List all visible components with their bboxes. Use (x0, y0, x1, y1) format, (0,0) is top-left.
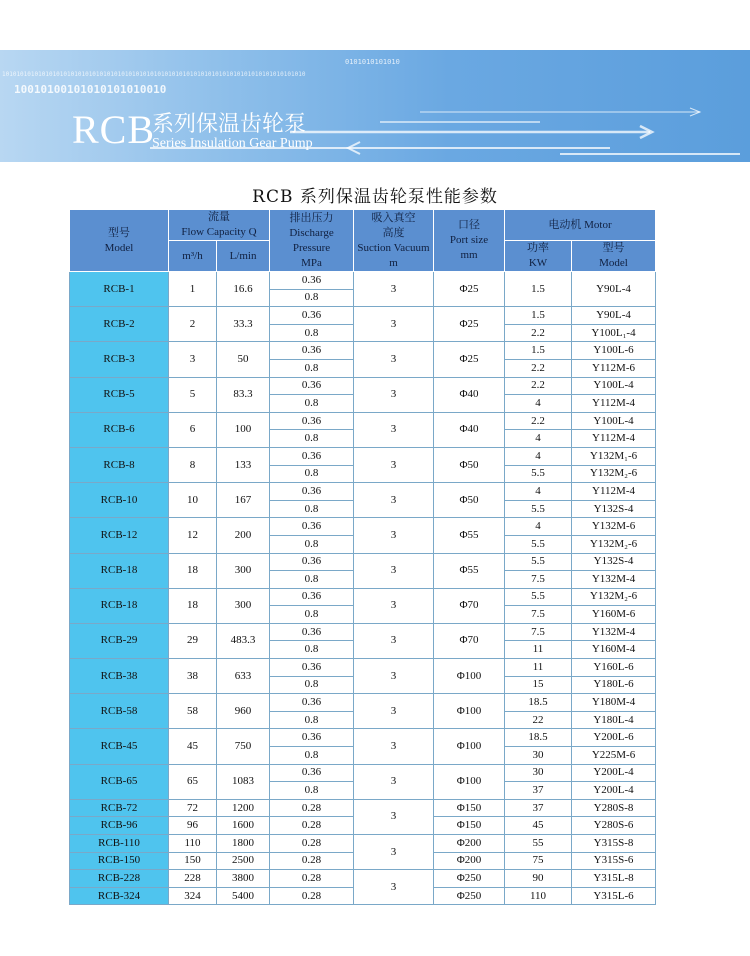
header-power-cn: 功率 (527, 242, 550, 254)
power-cell: 4 (505, 447, 572, 465)
motor-model-cell: Y180L-4 (572, 711, 656, 729)
pressure-cell: 0.8 (270, 571, 354, 589)
motor-model-cell: Y200L-6 (572, 729, 656, 747)
port-cell: Φ50 (434, 483, 505, 518)
model-cell: RCB-18 (70, 588, 169, 623)
header-port (434, 210, 505, 272)
header-vacuum (354, 210, 434, 272)
power-cell: 1.5 (505, 307, 572, 325)
flow-lmin-cell: 1800 (217, 835, 270, 853)
table-row (70, 447, 656, 465)
flow-lmin-cell: 1083 (217, 764, 270, 799)
pressure-cell: 0.36 (270, 447, 354, 465)
binary-strip: 101010101010101010101010101010101010101010101010101010101010101010101010101010101010 (2, 71, 306, 78)
motor-model-cell: Y225M-6 (572, 747, 656, 765)
port-cell: Φ25 (434, 307, 505, 342)
model-cell: RCB-29 (70, 623, 169, 658)
header-power-unit: KW (528, 257, 548, 269)
power-cell: 1.5 (505, 272, 572, 307)
power-cell: 30 (505, 764, 572, 782)
motor-model-cell: Y280S-6 (572, 817, 656, 835)
motor-model-cell: Y180M-4 (572, 694, 656, 712)
model-cell: RCB-72 (70, 799, 169, 817)
header-pressure-en1: Discharge (289, 226, 334, 239)
motor-model-cell: Y315L-6 (572, 887, 656, 905)
power-cell: 11 (505, 659, 572, 677)
pressure-cell: 0.8 (270, 395, 354, 413)
vacuum-cell: 3 (354, 694, 434, 729)
model-cell: RCB-10 (70, 483, 169, 518)
pressure-cell: 0.36 (270, 272, 354, 290)
header-banner (0, 50, 750, 162)
power-cell: 4 (505, 483, 572, 501)
brand-title-cn: 系列保温齿轮泵 (152, 112, 307, 137)
header-flow-lmin: L/min (217, 241, 270, 272)
motor-model-cell: Y90L-4 (572, 307, 656, 325)
table-row (70, 729, 656, 747)
port-cell: Φ25 (434, 272, 505, 307)
motor-model-cell: Y132S-4 (572, 553, 656, 571)
header-model-en: Model (104, 241, 134, 254)
port-cell: Φ70 (434, 623, 505, 658)
port-cell: Φ150 (434, 799, 505, 817)
motor-model-cell: Y315L-8 (572, 870, 656, 888)
power-cell: 18.5 (505, 729, 572, 747)
flow-m3h-cell: 324 (169, 887, 217, 905)
pressure-cell: 0.28 (270, 799, 354, 817)
brand-logo: RCB (72, 107, 156, 152)
motor-model-cell: Y132M₁-6 (572, 447, 656, 465)
power-cell: 4 (505, 395, 572, 413)
header-flow-m3h: m³/h (169, 241, 217, 272)
table-row (70, 588, 656, 606)
motor-model-cell: Y132M₂-6 (572, 535, 656, 553)
power-cell: 15 (505, 676, 572, 694)
flow-lmin-cell: 483.3 (217, 623, 270, 658)
pressure-cell: 0.28 (270, 835, 354, 853)
flow-m3h-cell: 8 (169, 447, 217, 482)
pressure-cell: 0.36 (270, 412, 354, 430)
header-flow (169, 210, 270, 241)
vacuum-cell: 3 (354, 799, 434, 834)
flow-m3h-cell: 1 (169, 272, 217, 307)
flow-lmin-cell: 200 (217, 518, 270, 553)
document-title: RCB 系列保温齿轮泵性能参数 (252, 187, 498, 207)
flow-m3h-cell: 2 (169, 307, 217, 342)
pressure-cell: 0.36 (270, 518, 354, 536)
vacuum-cell: 3 (354, 729, 434, 764)
motor-model-cell: Y132M-6 (572, 518, 656, 536)
power-cell: 5.5 (505, 500, 572, 518)
pressure-cell: 0.36 (270, 483, 354, 501)
pressure-cell: 0.36 (270, 342, 354, 360)
pressure-cell: 0.8 (270, 289, 354, 307)
motor-model-cell: Y100L-4 (572, 412, 656, 430)
flow-m3h-cell: 38 (169, 659, 217, 694)
motor-model-cell: Y132M₂-6 (572, 465, 656, 483)
model-cell: RCB-228 (70, 870, 169, 888)
table-row (70, 272, 656, 290)
header-motor: 电动机 Motor (505, 210, 656, 241)
vacuum-cell: 3 (354, 518, 434, 553)
motor-model-cell: Y200L-4 (572, 764, 656, 782)
flow-m3h-cell: 58 (169, 694, 217, 729)
flow-lmin-cell: 633 (217, 659, 270, 694)
power-cell: 7.5 (505, 571, 572, 589)
flow-lmin-cell: 50 (217, 342, 270, 377)
pressure-cell: 0.28 (270, 817, 354, 835)
power-cell: 45 (505, 817, 572, 835)
header-motor-model (572, 241, 656, 272)
flow-lmin-cell: 33.3 (217, 307, 270, 342)
vacuum-cell: 3 (354, 764, 434, 799)
motor-model-cell: Y112M-4 (572, 430, 656, 448)
model-cell: RCB-110 (70, 835, 169, 853)
flow-lmin-cell: 83.3 (217, 377, 270, 412)
pressure-cell: 0.28 (270, 870, 354, 888)
header-vacuum-cn1: 吸入真空 (371, 211, 416, 224)
model-cell: RCB-1 (70, 272, 169, 307)
flow-m3h-cell: 3 (169, 342, 217, 377)
power-cell: 5.5 (505, 535, 572, 553)
flow-m3h-cell: 18 (169, 553, 217, 588)
vacuum-cell: 3 (354, 377, 434, 412)
pressure-cell: 0.8 (270, 430, 354, 448)
motor-model-cell: Y315S-8 (572, 835, 656, 853)
flow-m3h-cell: 150 (169, 852, 217, 870)
pressure-cell: 0.36 (270, 588, 354, 606)
flow-lmin-cell: 960 (217, 694, 270, 729)
pressure-cell: 0.28 (270, 887, 354, 905)
vacuum-cell: 3 (354, 342, 434, 377)
header-pressure (270, 210, 354, 272)
flow-lmin-cell: 133 (217, 447, 270, 482)
model-cell: RCB-65 (70, 764, 169, 799)
power-cell: 4 (505, 518, 572, 536)
vacuum-cell: 3 (354, 588, 434, 623)
power-cell: 5.5 (505, 465, 572, 483)
power-cell: 2.2 (505, 377, 572, 395)
vacuum-cell: 3 (354, 553, 434, 588)
model-cell: RCB-5 (70, 377, 169, 412)
model-cell: RCB-6 (70, 412, 169, 447)
power-cell: 7.5 (505, 623, 572, 641)
flow-m3h-cell: 5 (169, 377, 217, 412)
model-cell: RCB-324 (70, 887, 169, 905)
port-cell: Φ250 (434, 870, 505, 888)
flow-m3h-cell: 12 (169, 518, 217, 553)
model-cell: RCB-12 (70, 518, 169, 553)
model-cell: RCB-58 (70, 694, 169, 729)
power-cell: 22 (505, 711, 572, 729)
power-cell: 2.2 (505, 359, 572, 377)
motor-model-cell: Y132M₂-6 (572, 588, 656, 606)
power-cell: 18.5 (505, 694, 572, 712)
port-cell: Φ200 (434, 852, 505, 870)
flow-lmin-cell: 16.6 (217, 272, 270, 307)
table-body (70, 272, 656, 905)
header-vacuum-en: Suction Vacuum (357, 241, 430, 254)
flow-lmin-cell: 3800 (217, 870, 270, 888)
header-pressure-unit: MPa (301, 256, 322, 269)
port-cell: Φ25 (434, 342, 505, 377)
motor-model-cell: Y160L-6 (572, 659, 656, 677)
power-cell: 55 (505, 835, 572, 853)
port-cell: Φ40 (434, 377, 505, 412)
flow-m3h-cell: 96 (169, 817, 217, 835)
header-flow-en: Flow Capacity Q (181, 226, 257, 238)
port-cell: Φ55 (434, 518, 505, 553)
pressure-cell: 0.36 (270, 623, 354, 641)
power-cell: 1.5 (505, 342, 572, 360)
performance-table (69, 209, 656, 905)
pressure-cell: 0.36 (270, 764, 354, 782)
port-cell: Φ250 (434, 887, 505, 905)
power-cell: 5.5 (505, 553, 572, 571)
header-flow-cn: 流量 (208, 211, 230, 223)
model-cell: RCB-8 (70, 447, 169, 482)
flow-m3h-cell: 110 (169, 835, 217, 853)
pressure-cell: 0.36 (270, 307, 354, 325)
port-cell: Φ100 (434, 659, 505, 694)
power-cell: 7.5 (505, 606, 572, 624)
pressure-cell: 0.36 (270, 553, 354, 571)
vacuum-cell: 3 (354, 307, 434, 342)
pressure-cell: 0.8 (270, 711, 354, 729)
flow-lmin-cell: 750 (217, 729, 270, 764)
port-cell: Φ200 (434, 835, 505, 853)
table-row (70, 342, 656, 360)
header-vacuum-unit: m (389, 256, 398, 269)
pressure-cell: 0.8 (270, 500, 354, 518)
model-cell: RCB-38 (70, 659, 169, 694)
motor-model-cell: Y200L-4 (572, 782, 656, 800)
table-row (70, 870, 656, 888)
header-pressure-en2: Pressure (292, 241, 331, 254)
power-cell: 2.2 (505, 324, 572, 342)
flow-m3h-cell: 72 (169, 799, 217, 817)
table-row (70, 623, 656, 641)
motor-model-cell: Y180L-6 (572, 676, 656, 694)
header-pressure-cn: 排出压力 (289, 211, 334, 224)
vacuum-cell: 3 (354, 623, 434, 658)
motor-model-cell: Y280S-8 (572, 799, 656, 817)
pressure-cell: 0.28 (270, 852, 354, 870)
vacuum-cell: 3 (354, 447, 434, 482)
table-row (70, 377, 656, 395)
model-cell: RCB-18 (70, 553, 169, 588)
motor-model-cell: Y132M-4 (572, 623, 656, 641)
vacuum-cell: 3 (354, 272, 434, 307)
brand-title-en: Series Insulation Gear Pump (152, 136, 313, 151)
pressure-cell: 0.8 (270, 606, 354, 624)
header-port-en: Port size (449, 234, 489, 246)
vacuum-cell: 3 (354, 870, 434, 905)
power-cell: 30 (505, 747, 572, 765)
flow-lmin-cell: 2500 (217, 852, 270, 870)
pressure-cell: 0.8 (270, 676, 354, 694)
model-cell: RCB-3 (70, 342, 169, 377)
model-cell: RCB-150 (70, 852, 169, 870)
port-cell: Φ100 (434, 764, 505, 799)
motor-model-cell: Y90L-4 (572, 272, 656, 307)
port-cell: Φ50 (434, 447, 505, 482)
pressure-cell: 0.8 (270, 535, 354, 553)
power-cell: 75 (505, 852, 572, 870)
pressure-cell: 0.8 (270, 641, 354, 659)
flow-m3h-cell: 45 (169, 729, 217, 764)
header-port-cn: 口径 (458, 219, 481, 231)
motor-model-cell: Y100L₁-4 (572, 324, 656, 342)
motor-model-cell: Y112M-4 (572, 395, 656, 413)
pressure-cell: 0.8 (270, 465, 354, 483)
port-cell: Φ70 (434, 588, 505, 623)
flow-m3h-cell: 228 (169, 870, 217, 888)
vacuum-cell: 3 (354, 835, 434, 870)
header-power (505, 241, 572, 272)
vacuum-cell: 3 (354, 483, 434, 518)
motor-model-cell: Y315S-6 (572, 852, 656, 870)
header-motor-model-cn: 型号 (602, 242, 625, 254)
model-cell: RCB-2 (70, 307, 169, 342)
flow-lmin-cell: 5400 (217, 887, 270, 905)
vacuum-cell: 3 (354, 412, 434, 447)
motor-model-cell: Y100L-4 (572, 377, 656, 395)
flow-m3h-cell: 65 (169, 764, 217, 799)
binary-strip: 10010100101010101010010 (14, 83, 167, 96)
vacuum-cell: 3 (354, 659, 434, 694)
pressure-cell: 0.36 (270, 694, 354, 712)
table-row (70, 307, 656, 325)
header-vacuum-cn2: 高度 (382, 226, 405, 239)
port-cell: Φ40 (434, 412, 505, 447)
motor-model-cell: Y112M-4 (572, 483, 656, 501)
table-row (70, 412, 656, 430)
power-cell: 90 (505, 870, 572, 888)
flow-m3h-cell: 18 (169, 588, 217, 623)
table-row (70, 835, 656, 853)
port-cell: Φ55 (434, 553, 505, 588)
port-cell: Φ100 (434, 694, 505, 729)
flow-lmin-cell: 100 (217, 412, 270, 447)
port-cell: Φ100 (434, 729, 505, 764)
table-row (70, 553, 656, 571)
motor-model-cell: Y132M-4 (572, 571, 656, 589)
table-row (70, 659, 656, 677)
header-motor-model-en: Model (599, 257, 628, 269)
motor-model-cell: Y100L-6 (572, 342, 656, 360)
flow-m3h-cell: 29 (169, 623, 217, 658)
power-cell: 37 (505, 799, 572, 817)
table-row (70, 764, 656, 782)
binary-strip: 0101010101010 (345, 58, 400, 66)
pressure-cell: 0.8 (270, 359, 354, 377)
table-row (70, 694, 656, 712)
port-cell: Φ150 (434, 817, 505, 835)
flow-m3h-cell: 10 (169, 483, 217, 518)
table-row (70, 799, 656, 817)
flow-lmin-cell: 300 (217, 553, 270, 588)
motor-model-cell: Y132S-4 (572, 500, 656, 518)
flow-lmin-cell: 300 (217, 588, 270, 623)
table-row (70, 518, 656, 536)
table-row (70, 483, 656, 501)
motor-model-cell: Y112M-6 (572, 359, 656, 377)
header-port-unit: mm (460, 249, 478, 261)
pressure-cell: 0.36 (270, 377, 354, 395)
header-model-cn: 型号 (108, 226, 130, 239)
header-model (70, 210, 169, 272)
model-cell: RCB-45 (70, 729, 169, 764)
flow-lmin-cell: 1200 (217, 799, 270, 817)
pressure-cell: 0.8 (270, 782, 354, 800)
power-cell: 5.5 (505, 588, 572, 606)
power-cell: 110 (505, 887, 572, 905)
pressure-cell: 0.8 (270, 747, 354, 765)
flow-lmin-cell: 1600 (217, 817, 270, 835)
flow-m3h-cell: 6 (169, 412, 217, 447)
pressure-cell: 0.36 (270, 659, 354, 677)
power-cell: 37 (505, 782, 572, 800)
pressure-cell: 0.36 (270, 729, 354, 747)
power-cell: 4 (505, 430, 572, 448)
pressure-cell: 0.8 (270, 324, 354, 342)
motor-model-cell: Y160M-4 (572, 641, 656, 659)
motor-model-cell: Y160M-6 (572, 606, 656, 624)
model-cell: RCB-96 (70, 817, 169, 835)
power-cell: 2.2 (505, 412, 572, 430)
flow-lmin-cell: 167 (217, 483, 270, 518)
power-cell: 11 (505, 641, 572, 659)
